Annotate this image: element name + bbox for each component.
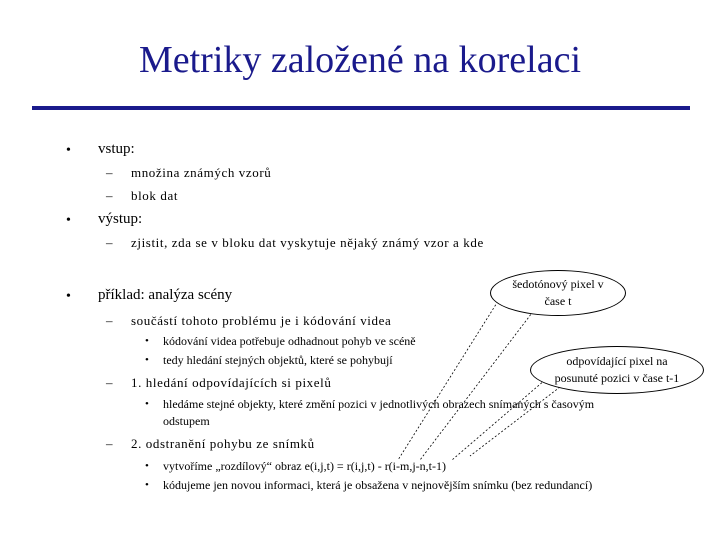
sub-item: 2. odstranění pohybu ze snímků [131,436,315,451]
sub-item: 1. hledání odpovídajících si pixelů [131,375,332,390]
bullet: • [66,143,71,158]
section-label-priklad: příklad: analýza scény [98,287,233,303]
dash-bullet: – [106,313,113,328]
callout-line: odpovídající pixel na [566,354,668,368]
bullet: • [66,213,71,228]
list-item: zjistit, zda se v bloku dat vyskytuje nějaký známý vzor a kde [131,235,484,250]
small-bullet: • [145,335,149,347]
small-bullet: • [145,354,149,366]
point-item: tedy hledání stejných objektů, které se pohybují [163,353,393,367]
callout-line: posunuté pozici v čase t-1 [554,371,680,385]
callout-line: čase t [544,294,572,308]
point-item: hledáme stejné objekty, které změní pozici v jednotlivých obrazech snímaných s časovým [163,397,595,411]
slide-title: Metriky založené na korelaci [138,39,582,81]
callout-matching-pixel [530,346,704,394]
small-bullet: • [145,479,149,491]
dash-bullet: – [106,436,113,451]
bullet: • [66,289,71,304]
dash-bullet: – [106,165,113,180]
list-item: blok dat [131,188,179,203]
sub-item: součástí tohoto problému je i kódování videa [131,313,392,328]
small-bullet: • [145,460,149,472]
section-label-vstup: vstup: [98,141,135,157]
callout-line: šedotónový pixel v [512,277,604,291]
dash-bullet: – [106,375,113,390]
list-item: množina známých vzorů [131,165,272,180]
point-item: kódování videa potřebuje odhadnout pohyb ve scéně [163,334,416,348]
section-label-vystup: výstup: [98,211,143,227]
small-bullet: • [145,398,149,410]
point-item-continued: odstupem [163,414,210,428]
point-item: vytvoříme „rozdílový“ obraz e(i,j,t) = r(i,j,t) - r(i-m,j-n,t-1) [163,459,447,473]
point-item: kódujeme jen novou informaci, která je obsažena v nejnovějším snímku (bez redundancí) [163,478,593,492]
dash-bullet: – [106,188,113,203]
callout-gray-pixel [490,270,626,316]
dash-bullet: – [106,235,113,250]
